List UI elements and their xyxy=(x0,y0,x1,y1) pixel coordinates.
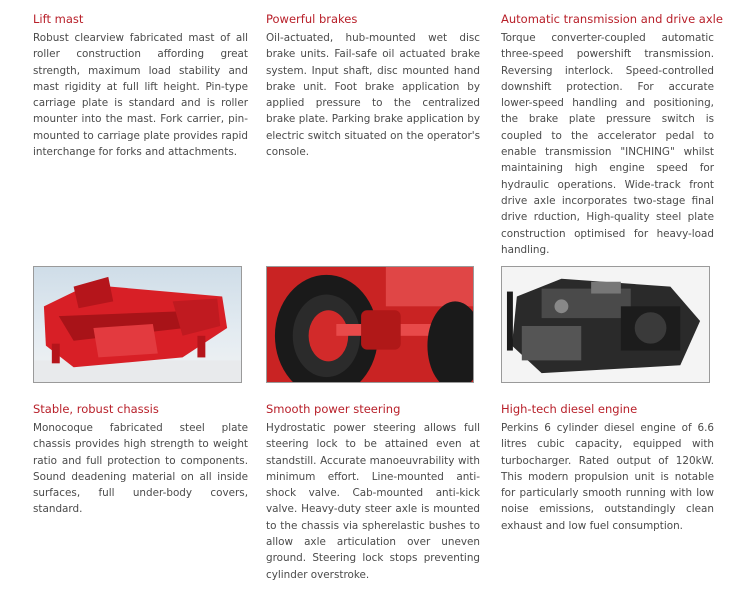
section-powerful-brakes xyxy=(266,12,480,160)
section-heading: Smooth power steering xyxy=(266,402,401,416)
chassis-photo xyxy=(33,266,242,383)
section-text: Robust clearview fabricated mast of all roller construction affording great strength, maximum load stability and mast rigidity at full lift height. Pin-type carriage plate is standard and is roller mounter into the mast. Fork carrier, pin-mounted to carriage plate provides rapid interchange for forks and attachments. xyxy=(33,32,248,159)
section-text: Monocoque fabricated steel plate chassis provides high strength to weight ratio and full protection to components. Sound deadening material on all inside surfaces, full under-body covers, standard. xyxy=(33,422,248,516)
engine-image xyxy=(502,267,709,382)
section-heading: High-tech diesel engine xyxy=(501,402,638,416)
section-heading: Powerful brakes xyxy=(266,12,358,26)
chassis-image xyxy=(34,267,241,382)
section-heading: Automatic transmission and drive axle xyxy=(501,12,723,26)
engine-photo xyxy=(501,266,710,383)
section-text: Torque converter-coupled automatic three-speed powershift transmission. Reversing interlock. Speed-controlled downshift protection. For accurate lower-speed handling and positioning, the brake plate pressure switch is coupled to the accelerator pedal to enable transmission "INCHING" whilst maintaining high engine speed for hydraulic operations. Wide-track front drive axle incorporates two-stage final drive rduction, High-quality steel plate construction optimised for heavy-load handling. xyxy=(501,32,714,256)
section-heading: Lift mast xyxy=(33,12,84,26)
section-text: Hydrostatic power steering allows full steering lock to be attained even at standstill. Accurate manoeuvrability with minimum effort. Line-mounted anti-shock valve. Cab-mounted anti-kick valve. Heavy-duty steer axle is mounted to the chassis via spherelastic bushes to allow axle articulation over uneven ground. Steering lock stops preventing cylinder overstroke. xyxy=(266,422,480,581)
section-heading: Stable, robust chassis xyxy=(33,402,159,416)
steering-axle-image xyxy=(267,267,473,382)
section-power-steering xyxy=(266,402,480,583)
section-text: Oil-actuated, hub-mounted wet disc brake units. Fail-safe oil actuated brake system. Input shaft, disc mounted hand brake unit. Foot brake application by applied pressure to the centralized brake plate. Parking brake application by electric switch situated on the operator's console. xyxy=(266,32,480,159)
section-chassis xyxy=(33,402,248,518)
section-lift-mast xyxy=(33,12,248,160)
section-transmission xyxy=(501,12,723,258)
steering-axle-photo xyxy=(266,266,474,383)
section-text: Perkins 6 cylinder diesel engine of 6.6 litres cubic capacity, equipped with turbocharger. Rated output of 120kW. This modern propulsion unit is notable for particularly smooth running with low noise emissions, outstandingly clean exhaust and low fuel consumption. xyxy=(501,422,714,532)
section-diesel-engine xyxy=(501,402,714,534)
